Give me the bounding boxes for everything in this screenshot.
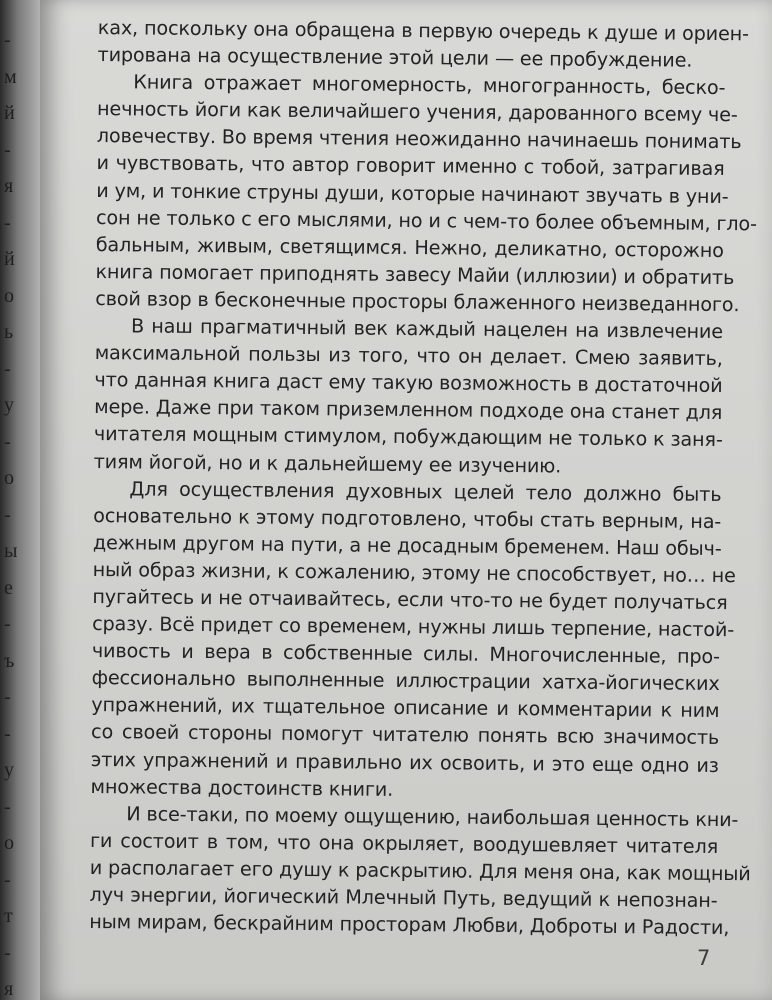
text-line: ги состоит в том, что она окрыляет, воодушевляет читателя [89,828,719,858]
text-line: тиям йогой, но и к дальнейшему ее изучению. [93,449,562,477]
page-text [89,14,757,941]
previous-page-glyph: - [4,357,11,380]
text-line: нечность йоги как величайшего учения, дарованного всему че- [96,97,738,127]
previous-page-glyph: - [4,941,11,964]
text-line: сон не только с его мыслями, но и с чем-то более объемным, гло- [95,205,757,235]
text-line: В наш прагматичный век каждый нацелен на извлечение [130,314,724,344]
previous-page-glyph: - [4,503,11,526]
text-line: сразу. Всё придет со временем, нужны лишь терпение, настой- [92,612,735,642]
text-line: упражнений, их тщательное описание и комментарии к ним [91,693,720,723]
previous-page-glyph: ы [4,540,18,562]
text-line: ный образ жизни, к сожалению, этому не способствует, но… не [92,557,736,588]
previous-page-glyph: - [4,138,11,161]
previous-page-glyph: - [4,868,11,891]
text-line: бальным, живым, светящимся. Нежно, деликатно, осторожно [95,232,724,262]
text-line: основательно к этому подготовлено, чтобы стать верным, на- [93,503,722,533]
previous-page-glyph: й [4,248,15,270]
previous-page-glyph: т [4,905,13,927]
text-line: мере. Даже при таком приземленном подходе она станет для [94,395,723,425]
previous-page-glyph: я [4,175,14,197]
text-line: ным мирам, бескрайним просторам Любви, Доброты и Радости, [89,910,730,940]
text-line: книга помогает приподнять завесу Майи (иллюзии) и обратить [95,259,735,289]
text-line: что данная книга даст ему такую возможность в достаточной [94,368,723,398]
previous-page-glyph: й [4,102,15,124]
text-line: фессионально выполненные иллюстрации хатха-йогических [91,666,720,696]
previous-page-glyph: м [4,65,17,88]
text-line: пугайтесь и не отчаивайтесь, если что-то не будет получаться [92,584,728,615]
text-line: Для осуществления духовных целей тело должно быть [129,476,722,506]
text-line: тирована на осуществление этой цели — ее пробуждение. [97,43,693,72]
previous-page-glyph: я [4,978,14,1000]
text-line: ках, поскольку она обращена в первую очередь к душе и ориен- [97,15,749,46]
text-line: и располагает его душу к раскрытию. Для меня она, как мощный [89,855,751,886]
text-line: и чувствовать, что автор говорит именно с тобой, затрагивая [96,151,725,181]
previous-page-glyph: - [4,686,11,708]
previous-page-edge [0,0,40,1000]
text-line: чивость и вера в собственные силы. Многочисленные, про- [91,639,720,669]
previous-page-glyph: о [4,832,14,854]
page-number: 7 [697,946,711,970]
previous-page-glyph: у [4,394,14,416]
text-line: свой взор в бесконечные просторы блаженного неизведанного. [95,286,740,317]
text-line: дежным другом на пути, а не досадным бременем. Наш обыч- [92,530,722,560]
previous-page-glyph: - [4,795,11,818]
previous-page-glyph: о [4,467,14,489]
previous-page-glyph: - [4,211,11,234]
text-line: и ум, и тонкие струны души, которые начинают звучать в уни- [96,178,729,208]
previous-page-glyph: - [4,613,11,635]
previous-page-glyph: - [4,722,11,745]
text-line: луч энергии, йогический Млечный Путь, ведущий к непознан- [89,882,718,912]
text-line: ловечеству. Во время чтения неожиданно начинаешь понимать [96,124,742,154]
text-line: максимальной пользы из того, что он делает. Смею заявить, [94,341,723,371]
text-line: со своей стороны помогут читателю понять всю значимость [90,720,720,750]
text-line: читателя мощным стимулом, побуждающим не только к заня- [93,422,723,452]
text-line: И все-таки, по моему ощущению, наибольшая ценность кни- [126,802,739,831]
previous-page-glyph: о [4,284,14,307]
text-line: Книга отражает многомерность, многогранность, беско- [133,70,726,100]
previous-page-glyph: - [4,29,11,51]
text-line: этих упражнений и правильно их освоить, и это еще одно из [90,747,719,777]
previous-page-glyph: ь [4,321,14,343]
previous-page-glyph: ъ [4,649,15,672]
text-line: множества достоинств книги. [90,774,394,801]
book-page [40,0,772,1000]
previous-page-glyph: у [4,759,14,781]
previous-page-glyph: - [4,430,11,453]
previous-page-glyph: е [4,576,13,599]
